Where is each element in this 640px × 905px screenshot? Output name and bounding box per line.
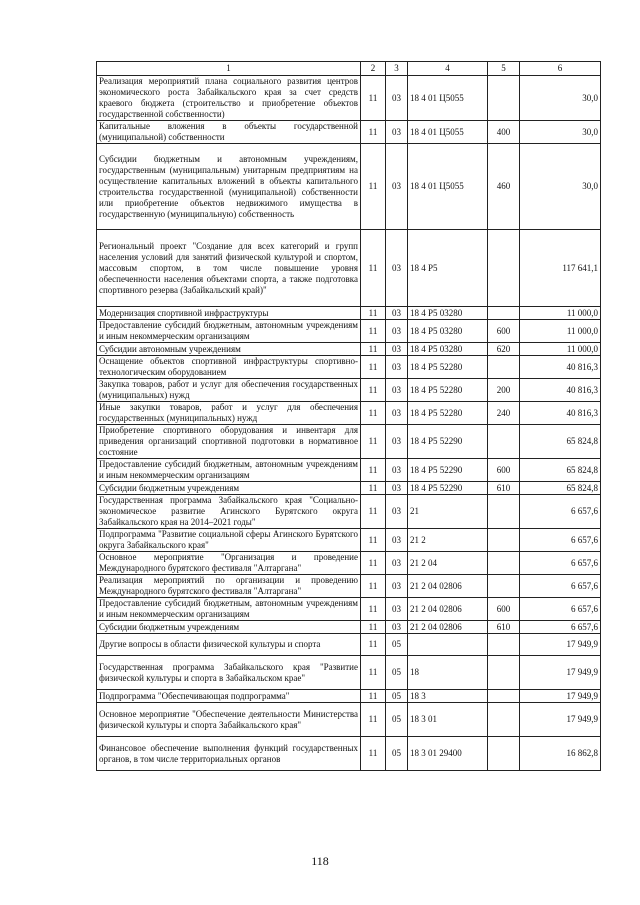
table-row	[97, 343, 601, 356]
cell-rz: 11	[361, 495, 386, 529]
table-row	[97, 459, 601, 482]
cell-name: Основное мероприятие "Обеспечение деятельности Министерства физической культуры и спорта Забайкальского края"	[97, 703, 361, 737]
cell-vr	[488, 356, 520, 379]
cell-prz: 03	[386, 598, 408, 621]
cell-prz: 03	[386, 621, 408, 634]
table-row	[97, 356, 601, 379]
cell-vr	[488, 634, 520, 656]
budget-table	[96, 61, 601, 771]
cell-amount: 6 657,6	[520, 495, 601, 529]
cell-vr: 600	[488, 320, 520, 343]
cell-prz: 03	[386, 552, 408, 575]
cell-prz: 05	[386, 690, 408, 703]
cell-amount: 40 816,3	[520, 402, 601, 425]
cell-amount: 17 949,9	[520, 690, 601, 703]
cell-vr: 400	[488, 121, 520, 144]
table-row	[97, 552, 601, 575]
cell-vr	[488, 529, 520, 552]
cell-csr: 18 4 P5 03280	[408, 320, 488, 343]
cell-amount: 17 949,9	[520, 703, 601, 737]
header-cell-prz: 3	[386, 62, 408, 76]
cell-rz: 11	[361, 621, 386, 634]
cell-rz: 11	[361, 459, 386, 482]
cell-rz: 11	[361, 703, 386, 737]
cell-prz: 03	[386, 425, 408, 459]
header-cell-name: 1	[97, 62, 361, 76]
cell-name: Подпрограмма "Развитие социальной сферы Агинского Бурятского округа Забайкальского края"	[97, 529, 361, 552]
table-row	[97, 307, 601, 320]
cell-amount: 6 657,6	[520, 552, 601, 575]
cell-vr	[488, 307, 520, 320]
cell-amount: 30,0	[520, 144, 601, 230]
cell-amount: 6 657,6	[520, 529, 601, 552]
cell-amount: 6 657,6	[520, 575, 601, 598]
cell-rz: 11	[361, 121, 386, 144]
cell-rz: 11	[361, 552, 386, 575]
cell-csr: 18 4 P5 52290	[408, 482, 488, 495]
cell-prz: 03	[386, 402, 408, 425]
cell-vr: 620	[488, 343, 520, 356]
cell-vr: 460	[488, 144, 520, 230]
cell-vr: 600	[488, 598, 520, 621]
cell-name: Модернизация спортивной инфраструктуры	[97, 307, 361, 320]
cell-amount: 11 000,0	[520, 307, 601, 320]
cell-csr: 18 4 P5 52280	[408, 379, 488, 402]
cell-prz: 03	[386, 379, 408, 402]
cell-prz: 03	[386, 76, 408, 121]
cell-name: Предоставление субсидий бюджетным, автономным учреждениям и иным некоммерческим организациям	[97, 598, 361, 621]
cell-name: Предоставление субсидий бюджетным, автономным учреждениям и иным некоммерческим организациям	[97, 459, 361, 482]
table-row	[97, 737, 601, 771]
cell-prz: 03	[386, 495, 408, 529]
header-cell-amount: 6	[520, 62, 601, 76]
cell-csr: 18 3 01 29400	[408, 737, 488, 771]
cell-name: Другие вопросы в области физической культуры и спорта	[97, 634, 361, 656]
cell-prz: 05	[386, 634, 408, 656]
cell-name: Субсидии бюджетным учреждениям	[97, 482, 361, 495]
table-row	[97, 121, 601, 144]
cell-amount: 17 949,9	[520, 634, 601, 656]
cell-vr	[488, 552, 520, 575]
cell-csr: 18 4 01 Ц5055	[408, 76, 488, 121]
cell-rz: 11	[361, 76, 386, 121]
cell-rz: 11	[361, 690, 386, 703]
cell-rz: 11	[361, 634, 386, 656]
cell-csr: 18 3 01	[408, 703, 488, 737]
cell-amount: 65 824,8	[520, 459, 601, 482]
table-header-row	[97, 62, 601, 76]
header-cell-vr: 5	[488, 62, 520, 76]
cell-amount: 6 657,6	[520, 621, 601, 634]
cell-csr: 18 4 01 Ц5055	[408, 121, 488, 144]
cell-csr: 18 3	[408, 690, 488, 703]
table-row	[97, 621, 601, 634]
cell-name: Финансовое обеспечение выполнения функций государственных органов, в том числе территориальных органов	[97, 737, 361, 771]
cell-amount: 40 816,3	[520, 356, 601, 379]
cell-csr: 18 4 P5 52280	[408, 356, 488, 379]
cell-name: Основное мероприятие "Организация и проведение Международного бурятского фестиваля "Алтаргана"	[97, 552, 361, 575]
cell-name: Приобретение спортивного оборудования и инвентаря для приведения организаций спортивной подготовки в нормативное состояние	[97, 425, 361, 459]
cell-csr: 21 2 04	[408, 552, 488, 575]
cell-vr: 610	[488, 482, 520, 495]
cell-csr: 18 4 P5 03280	[408, 343, 488, 356]
page-number: 118	[311, 854, 329, 868]
cell-csr: 18 4 P5	[408, 230, 488, 307]
cell-name: Предоставление субсидий бюджетным, автономным учреждениям и иным некоммерческим организациям	[97, 320, 361, 343]
cell-prz: 03	[386, 343, 408, 356]
table-row	[97, 703, 601, 737]
cell-vr: 200	[488, 379, 520, 402]
cell-amount: 6 657,6	[520, 598, 601, 621]
cell-csr: 21 2 04 02806	[408, 575, 488, 598]
table-row	[97, 634, 601, 656]
cell-prz: 05	[386, 737, 408, 771]
table-row	[97, 656, 601, 690]
cell-prz: 03	[386, 482, 408, 495]
cell-csr	[408, 634, 488, 656]
cell-vr	[488, 690, 520, 703]
cell-csr: 21 2 04 02806	[408, 598, 488, 621]
cell-rz: 11	[361, 230, 386, 307]
cell-name: Реализация мероприятий по организации и проведению Международного бурятского фестиваля "Алтаргана"	[97, 575, 361, 598]
cell-csr: 21 2 04 02806	[408, 621, 488, 634]
table-row	[97, 379, 601, 402]
cell-name: Реализация мероприятий плана социального развития центров экономического роста Забайкальского края за счет средств краевого бюджета (строительство и приобретение объектов государственной собственности)	[97, 76, 361, 121]
table-row	[97, 495, 601, 529]
table-row	[97, 76, 601, 121]
cell-csr: 18 4 P5 52290	[408, 459, 488, 482]
cell-prz: 03	[386, 575, 408, 598]
cell-name: Государственная программа Забайкальского края "Социально-экономическое развитие Агинского Бурятского округа Забайкальского края на 2014–2021 годы"	[97, 495, 361, 529]
cell-amount: 65 824,8	[520, 482, 601, 495]
cell-name: Подпрограмма "Обеспечивающая подпрограмма"	[97, 690, 361, 703]
cell-csr: 21 2	[408, 529, 488, 552]
cell-vr: 600	[488, 459, 520, 482]
cell-prz: 03	[386, 459, 408, 482]
table-row	[97, 402, 601, 425]
cell-amount: 30,0	[520, 121, 601, 144]
cell-prz: 03	[386, 320, 408, 343]
cell-rz: 11	[361, 379, 386, 402]
cell-name: Региональный проект "Создание для всех категорий и групп населения условий для занятий физической культурой и спортом, массовым спортом, в том числе повышение уровня обеспеченности населения объектами спорта, а также подготовка спортивного резерва (Забайкальский край)"	[97, 230, 361, 307]
cell-rz: 11	[361, 425, 386, 459]
cell-rz: 11	[361, 144, 386, 230]
cell-vr	[488, 703, 520, 737]
table-row	[97, 230, 601, 307]
cell-prz: 03	[386, 356, 408, 379]
table-row	[97, 598, 601, 621]
cell-name: Закупка товаров, работ и услуг для обеспечения государственных (муниципальных) нужд	[97, 379, 361, 402]
cell-csr: 18 4 P5 52290	[408, 425, 488, 459]
cell-prz: 03	[386, 144, 408, 230]
cell-amount: 117 641,1	[520, 230, 601, 307]
table-row	[97, 144, 601, 230]
cell-rz: 11	[361, 598, 386, 621]
cell-rz: 11	[361, 482, 386, 495]
cell-prz: 03	[386, 230, 408, 307]
cell-amount: 11 000,0	[520, 343, 601, 356]
cell-amount: 40 816,3	[520, 379, 601, 402]
cell-csr: 18	[408, 656, 488, 690]
cell-amount: 65 824,8	[520, 425, 601, 459]
cell-prz: 03	[386, 121, 408, 144]
cell-amount: 30,0	[520, 76, 601, 121]
cell-rz: 11	[361, 343, 386, 356]
cell-rz: 11	[361, 356, 386, 379]
cell-prz: 03	[386, 529, 408, 552]
header-cell-rz: 2	[361, 62, 386, 76]
cell-vr: 610	[488, 621, 520, 634]
cell-name: Оснащение объектов спортивной инфраструктуры спортивно-технологическим оборудованием	[97, 356, 361, 379]
cell-rz: 11	[361, 307, 386, 320]
cell-amount: 16 862,8	[520, 737, 601, 771]
cell-name: Капитальные вложения в объекты государственной (муниципальной) собственности	[97, 121, 361, 144]
cell-vr	[488, 425, 520, 459]
cell-rz: 11	[361, 575, 386, 598]
table-row	[97, 320, 601, 343]
cell-vr	[488, 495, 520, 529]
table-row	[97, 690, 601, 703]
cell-name: Иные закупки товаров, работ и услуг для обеспечения государственных (муниципальных) нужд	[97, 402, 361, 425]
cell-vr	[488, 575, 520, 598]
cell-name: Субсидии автономным учреждениям	[97, 343, 361, 356]
cell-vr	[488, 737, 520, 771]
cell-rz: 11	[361, 737, 386, 771]
header-cell-csr: 4	[408, 62, 488, 76]
cell-csr: 18 4 P5 52280	[408, 402, 488, 425]
cell-name: Субсидии бюджетным учреждениям	[97, 621, 361, 634]
cell-rz: 11	[361, 402, 386, 425]
cell-rz: 11	[361, 529, 386, 552]
table-row	[97, 425, 601, 459]
cell-amount: 11 000,0	[520, 320, 601, 343]
cell-vr	[488, 230, 520, 307]
table-row	[97, 529, 601, 552]
cell-rz: 11	[361, 656, 386, 690]
cell-vr: 240	[488, 402, 520, 425]
table-row	[97, 482, 601, 495]
cell-prz: 05	[386, 703, 408, 737]
cell-csr: 18 4 P5 03280	[408, 307, 488, 320]
table-row	[97, 575, 601, 598]
cell-name: Субсидии бюджетным и автономным учреждениям, государственным (муниципальным) унитарным предприятиям на осуществление капитальных вложений в объекты капитального строительства государственной (муниципальной) собственности или приобретение объектов недвижимого имущества в государственную (муниципальную) собственность	[97, 144, 361, 230]
cell-amount: 17 949,9	[520, 656, 601, 690]
cell-prz: 03	[386, 307, 408, 320]
cell-vr	[488, 656, 520, 690]
cell-name: Государственная программа Забайкальского края "Развитие физической культуры и спорта в Забайкальском крае"	[97, 656, 361, 690]
cell-csr: 21	[408, 495, 488, 529]
cell-vr	[488, 76, 520, 121]
cell-prz: 05	[386, 656, 408, 690]
cell-csr: 18 4 01 Ц5055	[408, 144, 488, 230]
cell-rz: 11	[361, 320, 386, 343]
